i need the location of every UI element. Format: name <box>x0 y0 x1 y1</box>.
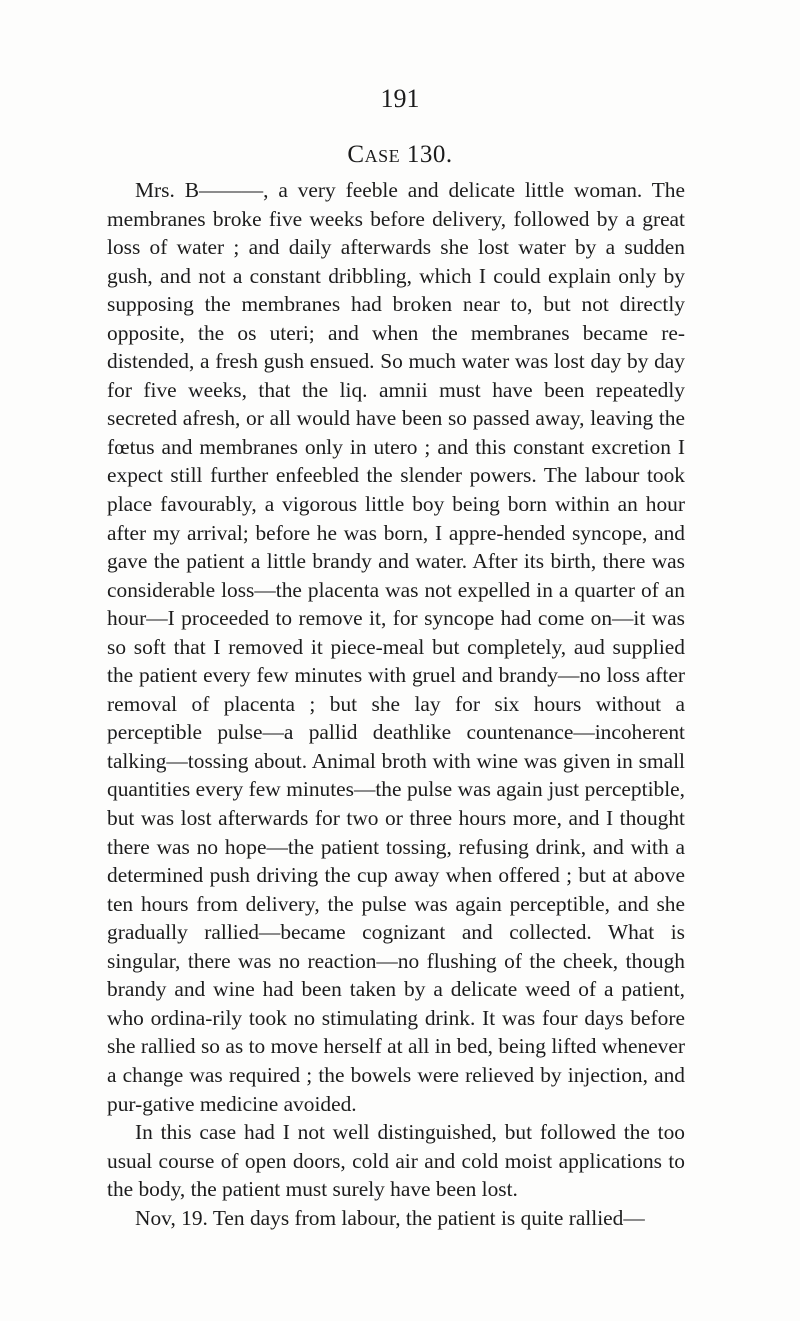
case-heading: Case 130. <box>347 141 453 168</box>
body-text <box>107 176 685 1232</box>
paragraph-case-description: Mrs. B———, a very feeble and delicate little woman. The membranes broke five weeks before delivery, followed by a great loss of water ; and daily afterwards she lost water by a sudden gush, and not a constant dribbling, which I could explain only by supposing the membranes had broken near to, but not directly opposite, the os uteri; and when the membranes became re-distended, a fresh gush ensued. So much water was lost day by day for five weeks, that the liq. amnii must have been repeatedly secreted afresh, or all would have been so passed away, leaving the fœtus and membranes only in utero ; and this constant excretion I expect still further enfeebled the slender powers. The labour took place favourably, a vigorous little boy being born within an hour after my arrival; before he was born, I appre-hended syncope, and gave the patient a little brandy and water. After its birth, there was considerable loss—the placenta was not expelled in a quarter of an hour—I proceeded to remove it, for syncope had come on—it was so soft that I removed it piece-meal but completely, aud supplied the patient every few minutes with gruel and brandy—no loss after removal of placenta ; but she lay for six hours without a perceptible pulse—a pallid deathlike countenance—incoherent talking—tossing about. Animal broth with wine was given in small quantities every few minutes—the pulse was again just perceptible, but was lost afterwards for two or three hours more, and I thought there was no hope—the patient tossing, refusing drink, and with a determined push driving the cup away when offered ; but at above ten hours from delivery, the pulse was again perceptible, and she gradually rallied—became cognizant and collected. What is singular, there was no reaction—no flushing of the cheek, though brandy and wine had been taken by a delicate weed of a patient, who ordina-rily took no stimulating drink. It was four days before she rallied so as to move herself at all in bed, being lifted whenever a change was required ; the bowels were relieved by injection, and pur-gative medicine avoided. <box>107 178 685 1116</box>
page-number: 191 <box>380 84 420 113</box>
paragraph-followup: Nov, 19. Ten days from labour, the patient is quite rallied— <box>135 1205 645 1230</box>
paragraph-commentary: In this case had I not well distinguished, but followed the too usual course of open doors, cold air and cold moist applications to the body, the patient must surely have been lost. <box>107 1120 685 1202</box>
